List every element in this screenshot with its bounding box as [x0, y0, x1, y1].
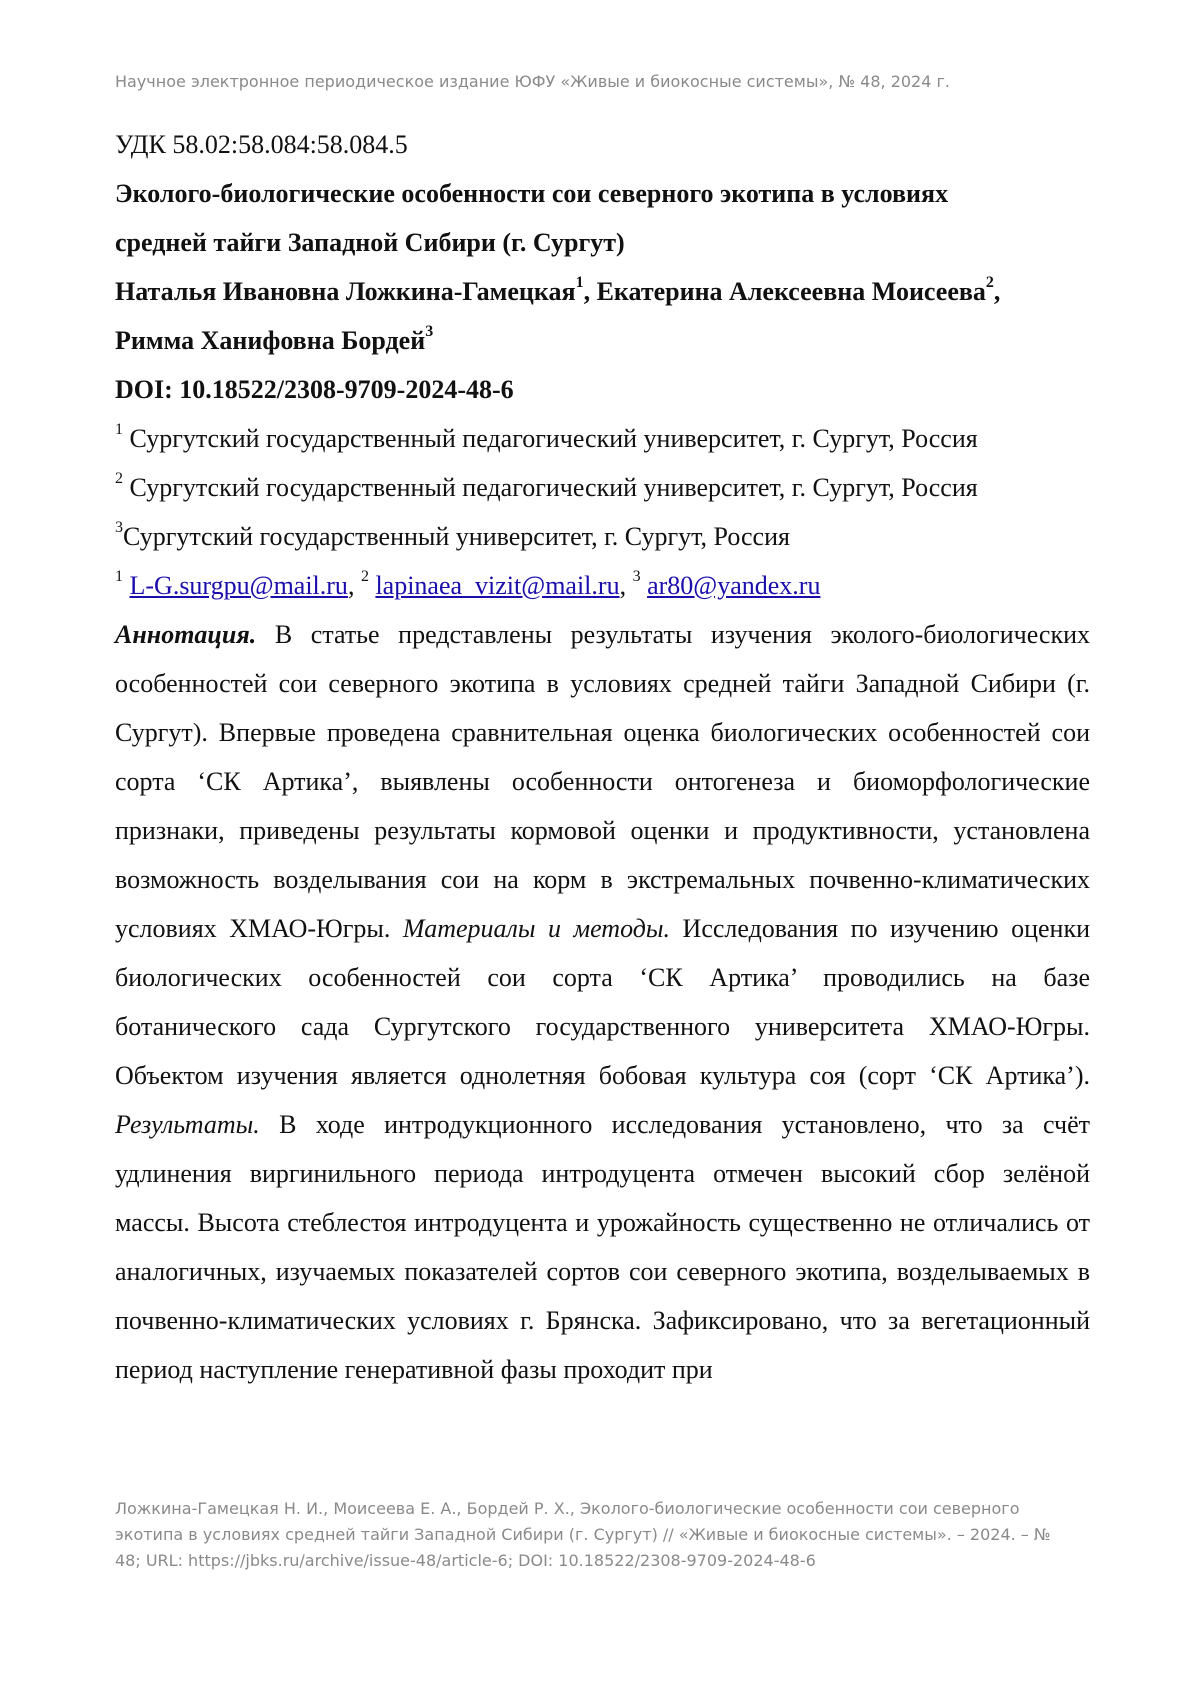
email-separator: ,	[347, 571, 361, 600]
affiliation-text: Сургутский государственный университет, г. Сургут, Россия	[123, 522, 790, 551]
article-title-line-2: средней тайги Западной Сибири (г. Сургут)	[115, 228, 625, 257]
author-mark: 3	[425, 323, 434, 341]
email-link[interactable]: lapinaea_vizit@mail.ru	[375, 571, 620, 600]
journal-header: Научное электронное периодическое издание ЮФУ «Живые и биокосные системы», № 48, 2024 г.	[115, 72, 950, 91]
affiliation	[115, 463, 1090, 512]
affiliation-mark: 2	[115, 470, 123, 488]
abstract-paragraph	[115, 610, 1090, 1394]
article-title-line-1: Эколого-биологические особенности сои северного экотипа в условиях	[115, 179, 949, 208]
udc-code: УДК 58.02:58.084:58.084.5	[115, 130, 408, 159]
citation-footer: Ложкина-Гамецкая Н. И., Моисеева Е. А., Бордей Р. Х., Эколого-биологические особенности сои северного экотипа в условиях средней тайги Западной Сибири (г. Сургут) // «Живые и биокосные системы». – 2024. – № 48; URL: https://jbks.ru/archive/issue-48/article-6; DOI: 10.18522/2308-9709-2024-48-6	[115, 1499, 1051, 1570]
email-link[interactable]: ar80@yandex.ru	[647, 571, 821, 600]
emails-line	[115, 561, 1090, 610]
affiliation-mark: 1	[115, 421, 123, 439]
email-link[interactable]: L-G.surgpu@mail.ru	[129, 571, 348, 600]
affiliation	[115, 512, 1090, 561]
abstract-label: Аннотация.	[115, 620, 257, 649]
author-name: Екатерина Алексеевна Моисеева	[596, 277, 986, 306]
email-mark: 3	[632, 568, 641, 586]
affiliation-text: Сургутский государственный педагогический университет, г. Сургут, Россия	[123, 473, 978, 502]
authors-line-1	[115, 267, 1090, 316]
email-mark: 1	[115, 568, 123, 586]
email-mark: 2	[360, 568, 369, 586]
affiliation-text: Сургутский государственный педагогический университет, г. Сургут, Россия	[123, 424, 978, 453]
author-name: Римма Ханифовна Бордей	[115, 326, 426, 355]
doi: DOI: 10.18522/2308-9709-2024-48-6	[115, 375, 514, 404]
results-text: В ходе интродукционного исследования установлено, что за счёт удлинения виргинильного периода интродуцента отмечен высокий сбор зелёной массы. Высота стеблестоя интродуцента и урожайность существенно не отличались от аналогичных, изучаемых показателей сортов сои северного экотипа, возделываемых в почвенно-климатических условиях г. Брянска. Зафиксировано, что за вегетационный период наступление генеративной фазы проходит при	[115, 1110, 1090, 1384]
affiliation	[115, 414, 1090, 463]
methods-label: Материалы и методы.	[402, 914, 671, 943]
affiliation-mark: 3	[115, 519, 123, 537]
author-mark: 2	[985, 274, 994, 292]
article-body	[115, 120, 1090, 1394]
author-separator: ,	[583, 277, 597, 306]
results-label: Результаты.	[115, 1110, 260, 1139]
email-separator: ,	[619, 571, 633, 600]
author-name: Наталья Ивановна Ложкина-Гамецкая	[115, 277, 576, 306]
abstract-text: В статье представлены результаты изучения эколого-биологических особенностей сои северного экотипа в условиях средней тайги Западной Сибири (г. Сургут). Впервые проведена сравнительная оценка биологических особенностей сои сорта ‘СК Артика’, выявлены особенности онтогенеза и биоморфологические признаки, приведены результаты кормовой оценки и продуктивности, установлена возможность возделывания сои на корм в экстремальных почвенно-климатических условиях ХМАО-Югры.	[115, 620, 1090, 943]
authors-line-2	[115, 316, 1090, 365]
author-separator: ,	[993, 277, 1001, 306]
methods-text: Исследования по изучению оценки биологических особенностей сои сорта ‘СК Артика’ проводились на базе ботанического сада Сургутского государственного университета ХМАО-Югры. Объектом изучения является однолетняя бобовая культура соя (сорт ‘СК Артика’).	[115, 914, 1090, 1090]
author-mark: 1	[575, 274, 584, 292]
